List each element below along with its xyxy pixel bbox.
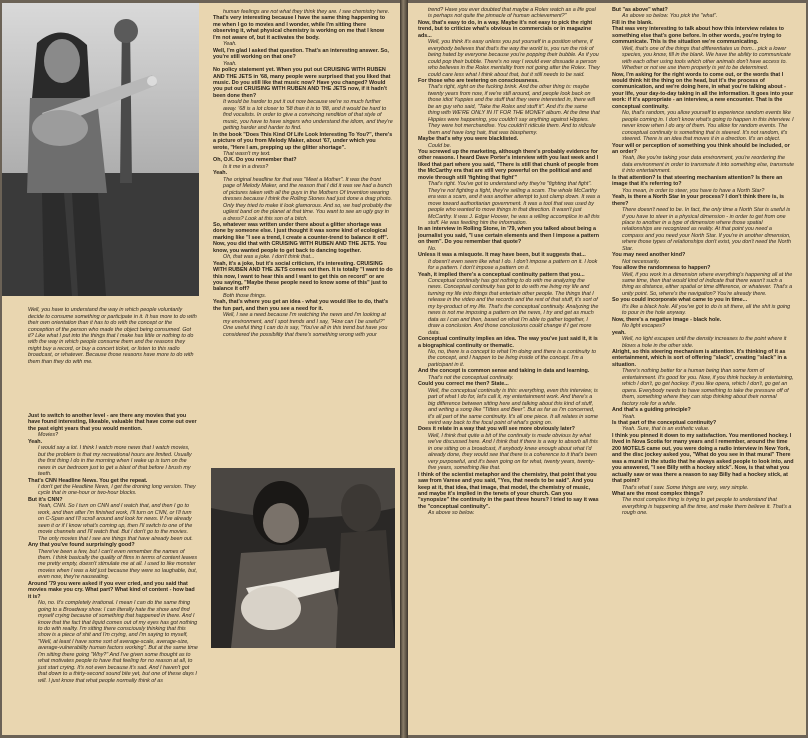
interview-question: Could you correct me then? State... (418, 381, 509, 388)
interview-answer: No, that's random, you allow yourself to experience random events like people coming in. I don't know what's going to happen in this interview. I never know when I do any of them. You allow for random events. The conceptual continuity is something that is steered. It's not random, it's steered. There is an idea that moves it in a direction. It's an object. (622, 110, 794, 143)
interview-answer: As above so below. You pick the "what". (622, 13, 718, 20)
interview-question: So, whatever was written under there about a glitter shortage was done by someone else. I just thought it was some kind of ecological marking like "I see a trend, I create a counter-trend to balance it off". Now, you did that with CRUISING WITH RUBEN AND THE JETS. You know, you wanted people to get back to dancing together. (213, 221, 389, 254)
interview-question: Yeah. (28, 438, 43, 445)
interview-answer: That's right. You've got to understand why they're "fighting that fight". They're not fighting a fight, they're selling a scam. The whole McCarthy era was a scam, and it was another attempt to just clamp down. It was a move toward authoritarian government. It was a tool that was used by people who wanted to move things in that direction. It wasn't just McCarthy. It was J. Edgar Hoover, he was a willing accomplice in all this stuff. He was feeding him the information. (428, 181, 600, 226)
interview-answer: Yeah. Sure, that is an esthetic value. (622, 426, 710, 433)
interview-question: That's CNN Headline News. You get the repeat. (28, 477, 148, 484)
interview-answer: Yeah, CNN. So I turn on CNN and I watch that, and then I go to work, and then after I'm finished work, I'll turn on CNN, or I'll turn on C-Span and I'll scroll around and look for news. If I've already seen it or if I know what's coming up, then I'll switch to one of the movie channels and I'll watch that. But I don't go to the movies. The only movies that I see are things that have already been out. (38, 503, 193, 542)
interview-question: You may need another kind? (612, 252, 686, 259)
interview-answer: Is it me in a dress? (223, 163, 269, 170)
interview-question: You allow the randomness to happen? (612, 265, 711, 272)
interview-answer: Well, the conceptual continuity is this: everything, even this interview, is part of what I do for, let's call it, my entertainment work. And there's a big difference between sitting here and talking about this kind of stuff, and writing a song like "Titties and Beer". But as far as I'm concerned, it's all part of the same continuity. It's all one piece. It all relates in some weird way back to the focal point of what's going on. (428, 387, 599, 426)
interview-question: That was very interesting to talk about how this interview relates to something else that's gone before. In other words, you're trying to communicate. This is the situation we're communicating. (612, 26, 784, 46)
interview-answer: No light escapes? (622, 323, 665, 330)
photo-caption (28, 302, 198, 412)
interview-question: Fill in the blank. (612, 19, 653, 26)
interview-question: But "as above" what? (612, 7, 668, 13)
interview-question: I think of the scientist metaphor and the chemistry, that point that you saw from Varese and you said, "Yes, that needs to be said". And you keep at it, that idea, that image, that model, the chemistry of music, and maybe it's implied in the tenets of your church. Can you "synopsize" the continuity in the past three hours? I tried to say it was the "conceptual continuity". (418, 471, 599, 510)
interview-answer: There doesn't need to be. In fact, the only time a North Star is useful is if you have to steer in a physical dimension - in order to get from one place to another in a type of dimension where those spatial relationships are recognized as reality. At that point you need a compass and you need your North Star. If you're in another dimension, where those types of relationships don't exist, you don't need the North Star. (622, 207, 791, 252)
interview-question: In the book "Does This Kind Of Life Look Interesting To You?", there's a picture of you from Melody Maker, about '67, under which you wrote, "Here I am, prepping up the glitter shortage". (213, 131, 393, 151)
interview-question: Just to switch to another level - are there any movies that you have found interesting, likeable, valuable that have come out over the past eight years that you would mention. (28, 413, 197, 432)
interview-question: And that's a guiding principle? (612, 407, 691, 414)
interview-answer: Movies? (38, 432, 59, 439)
interview-question: Conceptual continuity implies an idea. The way you've just said it, it is a biographical continuity or thematic. (418, 336, 598, 349)
interview-answer: Yeah. (622, 413, 636, 420)
interview-answer: Yeah. (223, 60, 237, 67)
interview-question: In an interview in Rolling Stone, in '79, when you talked about being a journalist you said, "I use certain elements and then I impose a pattern on them". Do you remember that quote? (418, 226, 600, 246)
interview-question: But it's CNN? (28, 496, 63, 503)
interview-question: Does it relate in a way that you will see more obviously later? (418, 426, 575, 433)
interview-answer: Well, you think it's easy unless you put yourself in a position where, if everybody believes that that's the way the world is, you run the risk of being hated by everyone because you're popping their bubble. As if you could pop their bubble. There's no way I would ever dissuade a person who believes in the Rolex mentality from not going after the Rolex. They could care less what I think about that, but it still needs to be said. (428, 39, 600, 78)
interview-question: So you could incorporate what came to you in time... (612, 297, 748, 304)
interview-answer: Well, if you work in a dimension where everything's happening all at the same time, then that would kind of indicate that there wasn't such a thing as distance, either spatial or time difference, or whatever. That's a unity point. So, where's the navigation? You're already there. (622, 271, 793, 297)
interview-answer: The original headline for that was "Meet a Mother". It was the front page of Melody Maker, and the reason that I did it was we had a bunch of pictures taken with all the guys in the Mothers Of Invention wearing dresses because I think the Rolling Stones had just done a drag photo. Only they tried to make it look glamorous. And so, we had probably the ugliest band on the planet at that time. You want to see an ugly guy in a dress? Look at this son of a bitch. (223, 176, 393, 222)
interview-question: Any that you've found surprisingly good? (28, 542, 135, 549)
interview-question: What are the most complex things? (612, 490, 704, 497)
interview-answer: No. (428, 245, 437, 252)
right-page (408, 3, 806, 735)
interview-question: Now, I'm asking for the right words to come out, or the words that I would think hit the thing on the head, but it's the process of communication, and we're doing here, in what you're talking about - your life, your day-to-day taking in all the information. It goes into your work: if it's appropriate - an interview, a new encounter. That is the conceptual continuity. (612, 71, 794, 110)
interview-question: Around '79 you were asked if you ever cried, and you said that movies make you cry. What part? What kind of content - how bad it is? (28, 580, 195, 600)
interview-question: That's very interesting because I have the same thing happening to me when I go to movies and I wonder, while I'm sitting there observing it, what physical chemistry is working on me that I know I'm not aware of, but it activates the body. (213, 15, 386, 41)
interview-question: Yeah, that's where you get an idea - what you would like to do, that's the fun part, and then you see a need for it. (213, 299, 389, 312)
interview-question: You screwed up the marketing, although there's probably evidence for other reasons. I heard Dave Porter's interview with you last week and I liked that part where you said, "There is still that chunk of people from the McCarthy era that are still very powerful on the political and and movie through still 'fighting that fight'" (418, 148, 599, 181)
interview-column-right-left (418, 7, 600, 731)
interview-answer: human feelings are not what they think they are. I see chemistry here. (223, 9, 390, 15)
interview-question: Well, I'm glad I asked that question. That's an interesting answer. So, you're still working on that one? (213, 47, 389, 61)
interview-question: Unless it was a misquote. It may have been, but it suggests that... (418, 252, 586, 259)
interview-answer: It's like a black hole. All you've got to do is sit there, all the shit is going to pour in the hole anyway. (622, 303, 791, 317)
interview-question: Alright, so this steering mechanism is attention. It's thinking of it as entertainment, which is sort of offering "slack", creating "slack" in a situation. (612, 349, 787, 368)
interview-question: And the concept is common sense and taking in data and learning. (418, 368, 590, 375)
interview-answer: Well, no light escapes until the density increases to the point where it blows a hole in the other side. (622, 336, 787, 349)
interview-answer: Not necessarily. (622, 258, 660, 265)
interview-column-left-lower (28, 413, 198, 733)
interview-question: I think you pinned it down to my satisfaction. You mentioned hockey. I lived in Nova Scotia for many years and I remember, around the time 200 MOTELS came out, you were doing a radio interview in New York, and the disc jockey asked you, "What do you see in that mural" There was a mural in the studio that he always asked people to look into, and you answered, "I see Billy with a hockey stick". Now, is that what you actually saw or was there a reason to say Billy had a hockey stick, at that point? (612, 432, 794, 485)
interview-answer: trend? Have you ever doubted that maybe a Rolex watch as a life goal is perhaps not quite the pinnacle of human achievement?" (428, 7, 596, 20)
interview-answer: No, no, there is a concept to what I'm doing and there is a continuity to the concept, and I happen to be living inside of the concept. I'm a participant in it. (428, 349, 596, 368)
interview-answer: That wasn't my text. (223, 150, 271, 157)
interview-answer: The most complex thing is trying to get people to understand that everything is happening all the time, and make them believe it. That's a rough one. (622, 497, 792, 517)
interview-question: Maybe that's why you were blacklisted. (418, 136, 519, 143)
interview-question: No policy statement yet. When you put out CRUISING WITH RUBEN AND THE JETS in '68, many people were surprised that you liked that music. Do you still like that music now? Have you changed? Would you put out CRUISING WITH RUBEN AND THE JETS now, if it hadn't been done then? (213, 67, 391, 99)
interview-answer: Well, I think that quite a bit of the continuity is made obvious by what we've discussed here. And I think that if there is a way to absorb all this in one sitting on a broadcast, if anybody knew enough about what I'd already done, they would see that there is a coherence to it that's been very purposeful, and it's been going on for what, twenty years, twenty-five years, something like that. (428, 432, 598, 472)
caption-text: Well, you have to understand the way in which people voluntarily decide to consume something or participate in it. It has more to do with their own orientation than it has to do with the concept or the conception of the person who made the object being consumed. Got it? Like what I put into the things that I make has little or nothing to do with the way in which people consume them and the reasons they might buy a record, or buy a concert ticket, or listen to this radio broadcast, or whatever. Because those reasons have more to do with them than they do with me. (28, 307, 197, 365)
interview-question: Your will or perception of something you think should be included, or an order? (612, 142, 790, 155)
interview-question: For those who are teetering on consciousness. (418, 77, 539, 84)
interview-answer: Yeah. (223, 41, 237, 48)
interview-answer: Well, I see a need because I'm watching the news and I'm looking at my environment, and I spot trends and I say, "How can I be useful?" One useful thing I can do is say, "You've all in this trend but have you considered the possibility that there's something wrong with your (223, 312, 388, 338)
interview-question: Yeah, it implied there's a conceptual continuity pattern that you... (418, 271, 585, 278)
interview-answer: As above so below. (428, 510, 475, 517)
interview-question: yeah. (612, 329, 626, 336)
interview-question: Yeah. (213, 170, 228, 177)
interview-answer: That's right, right on the fucking brink. And the other thing is: maybe twenty years from now, if we're still around, and people look back on those idiot Yuppies and the stuff that they were interested in, there will be an guy who said, "Take the Rolex and stuff it". And it's the same thing with WE'RE ONLY IN IT FOR THE MONEY album. At the time that Hippies were happening, you couldn't say anything against Hippies. They were hot merchandise. You couldn't ridicule them. And to ridicule them and have long hair, that was blasphemy. (428, 84, 600, 136)
interview-question: Is that attention? Is that steering mechanism attention? Is there an image that it's referring to? (612, 174, 783, 188)
interview-answer: Conceptual continuity has got nothing to do with me analyzing the news. Conceptual continuity has got to do with me living my life and turning my life into things that entertain other people. The things that I release in the video and the records and the rest of that stuff, it's sort of my by-product of my life. That's the conceptual continuity. Analyzing the news is not me imposing a pattern on the news, I try and get as much data as I can and then, based on what I'm able to gather together, I draw a conclusion. And those conclusions could change if I get more data. (428, 278, 599, 336)
interview-column-right-right (612, 7, 794, 731)
interview-question: Now, that's easy to do, in a way. Maybe it's not easy to pick the right trend, but to criticize what's obvious in commercials or in magazine ads... (418, 19, 593, 39)
interview-answer: There've been a few, but I can't even remember the names of them. I think basically the quality of films in terms of content leaves me pretty empty, doesn't stimulate me at all. I used to like monster movies when I was a kid just because they were so laughable, but, even now, they're nauseating. (38, 548, 198, 581)
interview-answer: Yeah, like you're taking your data environment, you're reordering the data environment in order to transmute it into something else, transmute it into entertainment. (622, 155, 794, 175)
interview-answer: There's nothing better for a human being than some form of entertainment. It's good for you. Now, if you think hockey is entertaining, which I don't, go get hockey. If you like opera, which I don't, go get an opera. Everybody needs to have something to take the pressure off of them, something where they can stop thinking about their normal factory role for a while. (622, 368, 794, 407)
interview-answer: You mean, in order to steer, you have to have a North Star? (622, 187, 765, 194)
concert-photo-guitarist (2, 3, 199, 296)
interview-answer: Well, that's one of the things that differentiates us from... pick a lower species, you know, fill in the blank. We have the ability to communicate with each other using tools which other animals don't have access to. Whether or not we use them properly is yet to be determined. (622, 45, 791, 72)
interview-answer: It doesn't even seem like what I do. I don't impose a pattern on it. I look for a pattern. I don't impose a pattern on it. (428, 258, 598, 272)
band-photo (211, 468, 395, 648)
guitarist-illustration (2, 3, 199, 296)
interview-answer: That's what I saw. Some things are very, very simple. (622, 484, 749, 491)
interview-answer: Oh, that was a joke. I don't think that... (223, 254, 315, 261)
interview-question: Oh, O.K. Do you remember that? (213, 157, 297, 164)
interview-answer: Could be. (428, 142, 452, 149)
interview-answer: No, no. It's completely irrational. I mean I can do the same thing going to a Broadway show. I can literally hate the show and find myself crying because of something that happened in there. And I know that the fact that liquid comes out of my eyes has got nothing to do with reality. I'm sitting there consciously thinking that this show is a piece of shit and I'm crying, and I'm saying to myself, "Well, at least I have some sort of average-scale, average-size, average-vulnerability human factors working". But at the same time I'm sitting there going "Why?" And I've given some thought as to what motivates people to have that feeling for no reason at all, to just start crying. It's not even because it's sad. And I haven't got that down to a thirty-second sound bite yet, but one of these days I will. I just know that what people normally think of as (38, 600, 198, 684)
interview-answer: It would be harder to put it out now because we're so much further away. '68 is a lot closer to '58 than it is to '88, and it would be hard to find vocalists. In order to give a convincing rendition of that style of music, you have to have singers who understand the idiom, and they're getting harder and harder to find. (223, 99, 393, 132)
interview-answer: Both those things. (223, 292, 267, 299)
interview-answer: I don't get the Headline News, I get the droning long version. They cycle that in one-hour or two-hour blocks. (38, 483, 196, 497)
interview-column-left-right (213, 9, 393, 464)
binding-gutter (400, 0, 408, 738)
interview-question: Now, there's a negative image - black hole. (612, 316, 722, 323)
interview-answer: That's not the conceptual continuity. (428, 374, 514, 381)
interview-question: Yeah, is there a North Star in your process? I don't think there is, is there? (612, 194, 785, 207)
interview-question: Is that part of the conceptual continuity? (612, 420, 717, 426)
left-page (2, 3, 400, 735)
interview-question: Yeah, it's a joke, but it's social criticism, it's interesting. CRUISING WITH RUBEN AND THE JETS comes out then. It is totally "I want to do this now, I want to hear this and I want to get this on record" or are you saying, "Maybe these people need to know some of this" just to balance it off? (213, 260, 393, 293)
interview-answer: I would say a lot. I think I watch more news that I watch movies, but the problem is that my recreational hours are limited. Usually the first thing I do in the morning when I wake up is turn on the news in our bedroom just to get a blast of that before I brush my teeth. (38, 445, 192, 478)
musician-illustration (211, 468, 395, 648)
